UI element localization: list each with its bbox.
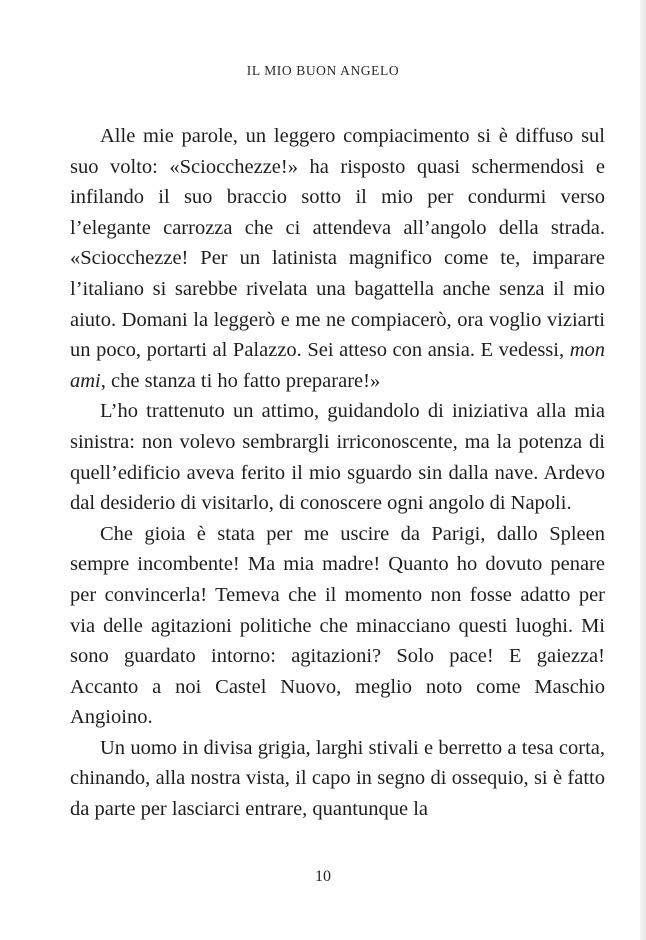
paragraph [70, 121, 605, 396]
paragraph-text: , che stanza ti ho fatto preparare!» [100, 369, 381, 392]
paragraph: L’ho trattenuto un attimo, guidandolo di iniziativa alla mia sinistra: non volevo sembrargli irriconoscente, ma la potenza di quell’edificio aveva ferito il mio sguardo sin dalla nave. Ardevo dal desiderio di visitarlo, di conoscere ogni angolo di Napoli. [70, 400, 605, 515]
paragraph: Un uomo in divisa grigia, larghi stivali e berretto a tesa corta, chinando, alla nostra vista, il capo in segno di ossequio, si è fatto da parte per lasciarci entrare, quantunque la [70, 736, 605, 821]
paragraph-text: Alle mie parole, un leggero compiacimento si è diffuso sul suo volto: «Sciocchezze!» ha risposto quasi schermendosi e infilando il suo braccio sotto il mio per condurmi verso l’elegante carrozza che ci attendeva all’angolo della strada. «Sciocchezze! Per un latinista magnifico come te, imparare l’italiano si sarebbe rivelata una bagattella anche senza il mio aiuto. Domani la leggerò e me ne compiacerò, ora voglio viziarti un poco, portarti al Palazzo. Sei atteso con ansia. E vedessi, [70, 125, 605, 362]
body-text [70, 121, 605, 825]
italic-phrase: mon ami [70, 339, 605, 392]
page-edge-shadow [640, 0, 646, 940]
page-number: 10 [315, 868, 331, 885]
paragraph: Che gioia è stata per me uscire da Parigi, dallo Spleen sempre incombente! Ma mia madre! Quanto ho dovuto penare per convincerla! Temeva che il momento non fosse adatto per via delle agitazioni politiche che minacciano questi luoghi. Mi sono guardato intorno: agitazioni? Solo pace! E gaiezza! Accanto a noi Castel Nuovo, meglio noto come Maschio Angioino. [70, 522, 605, 729]
running-head: IL MIO BUON ANGELO [246, 63, 400, 78]
